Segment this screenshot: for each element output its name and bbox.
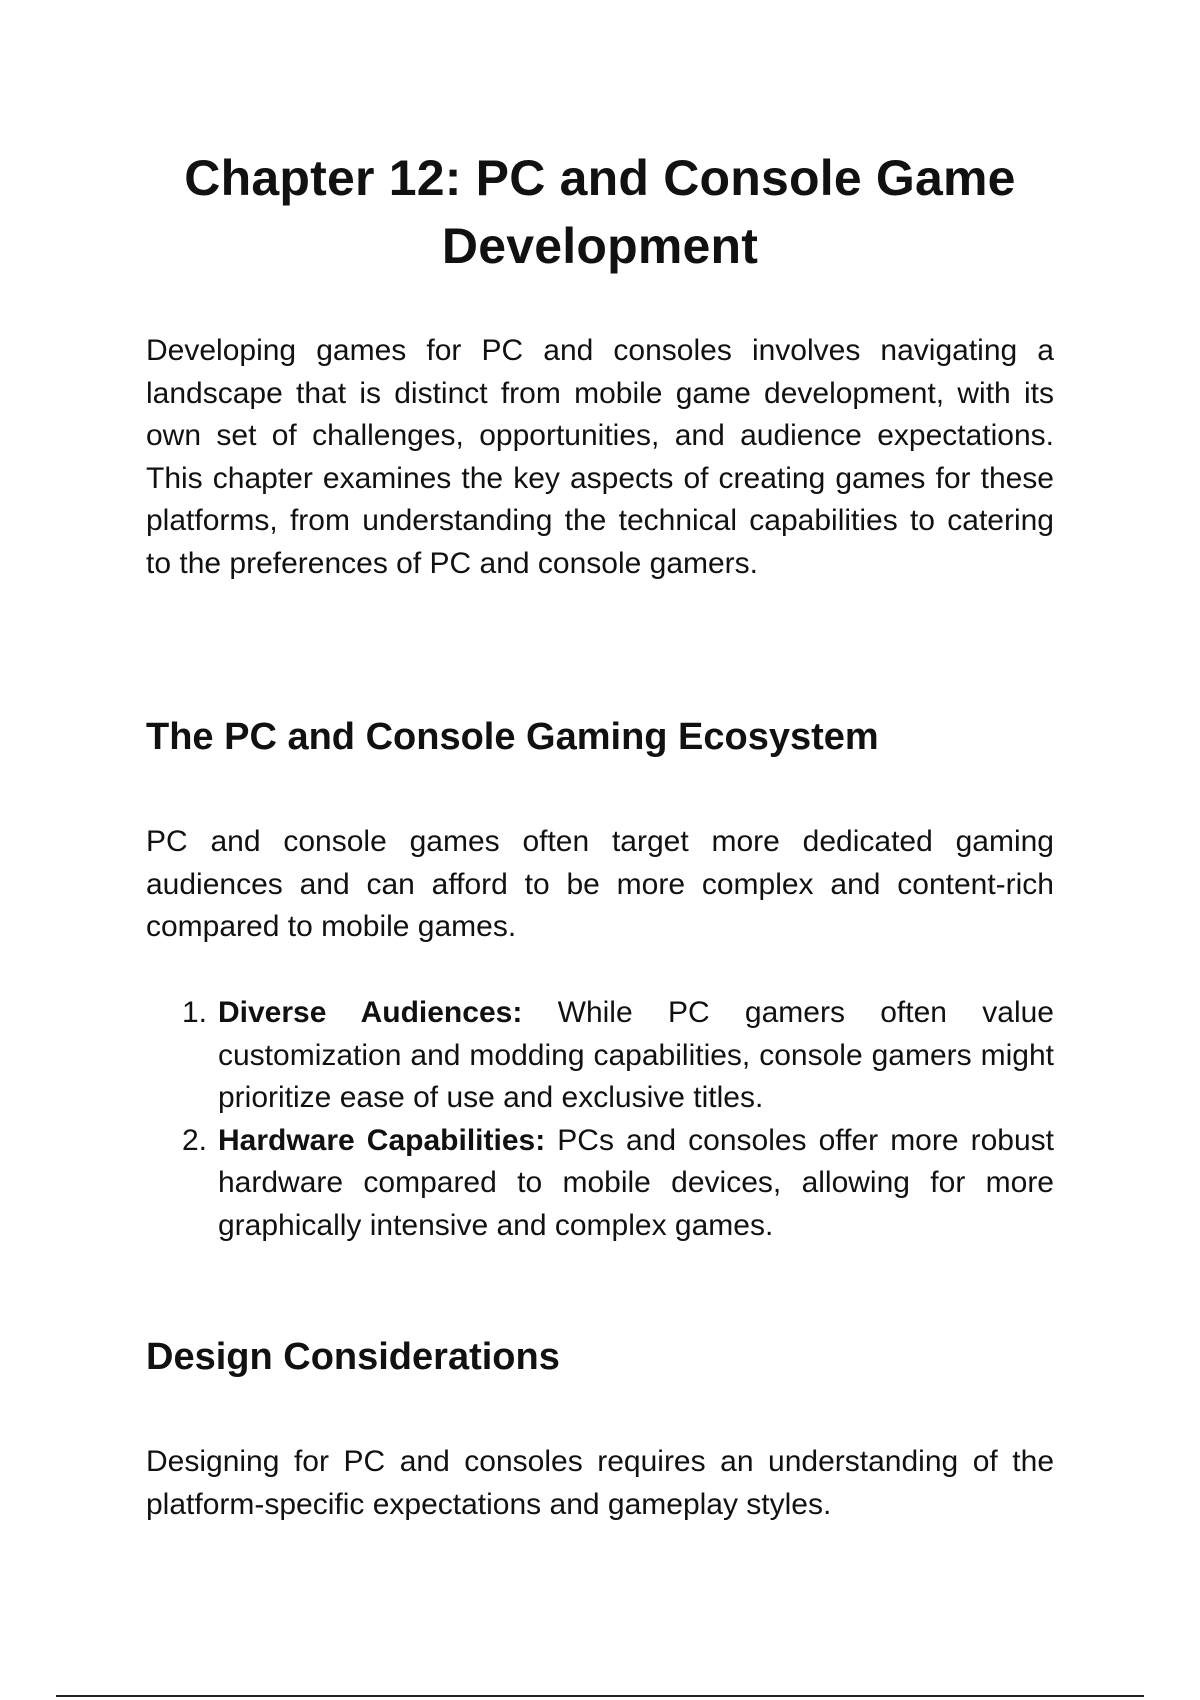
list-item [146,1120,1054,1248]
numbered-list [146,992,1054,1247]
list-item [146,992,1054,1120]
list-item-number: 2. [182,1123,208,1157]
list-item-text: While PC gamers often value customization and modding capabilities, console gamers might prioritize ease of use and exclusive titles. [218,996,1054,1114]
section-ecosystem [146,714,1054,760]
intro-paragraph: Developing games for PC and consoles involves navigating a landscape that is distinct from mobile game development, with its own set of challenges, opportunities, and audience expectations. This chapter examines the key aspects of creating games for these platforms, from understanding the technical capabilities to catering to the preferences of PC and console gamers. [146,334,1054,580]
section-heading: The PC and Console Gaming Ecosystem [146,716,879,758]
list-item-text: PCs and consoles offer more robust hardware compared to mobile devices, allowing for more graphically intensive and complex games. [218,1123,1054,1242]
footer-divider [56,1695,1144,1697]
ecosystem-list-block [146,992,1054,1247]
section-paragraph: Designing for PC and consoles requires an understanding of the platform-specific expectations and gameplay styles. [146,1445,1054,1521]
intro-block [146,330,1054,585]
list-item-term: Diverse Audiences: [218,996,523,1029]
list-item-number: 1. [182,996,208,1029]
chapter-title: Chapter 12: PC and Console Game Development [184,150,1016,274]
section-design [146,1334,1054,1380]
ecosystem-paragraph-block [146,821,1054,949]
section-heading: Design Considerations [146,1336,560,1378]
list-item-term: Hardware Capabilities: [218,1123,546,1157]
design-paragraph-block [146,1441,1054,1526]
section-paragraph: PC and console games often target more dedicated gaming audiences and can afford to be more complex and content-rich compared to mobile games. [146,825,1054,943]
